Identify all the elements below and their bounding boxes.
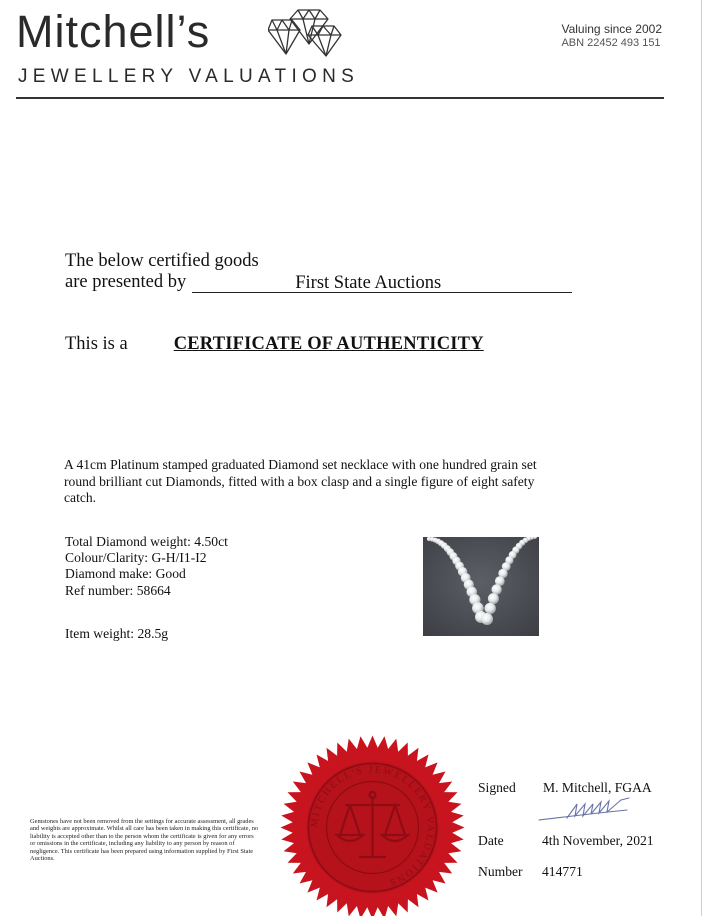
date-value: 4th November, 2021 — [542, 833, 654, 848]
number-label: Number — [478, 864, 523, 879]
handwritten-signature — [537, 796, 661, 826]
diamond-stone — [485, 603, 496, 614]
signed-label: Signed — [478, 780, 516, 795]
diamond-make: Diamond make: Good — [65, 566, 186, 582]
header-divider — [16, 97, 664, 99]
item-description: A 41cm Platinum stamped graduated Diamond set necklace with one hundred grain set round brilliant cut Diamonds, fitted with a box clasp and a single figure of eight safety catch. — [64, 457, 537, 505]
brand-name: Mitchell’s — [16, 6, 211, 57]
total-diamond-weight: Total Diamond weight: 4.50ct — [65, 534, 228, 549]
abn-number: ABN 22452 493 151 — [561, 37, 661, 49]
number-value: 414771 — [542, 864, 583, 879]
diamond-stone — [488, 593, 499, 604]
disclaimer-text: Gemstones have not been removed from the settings for accurate assessment, all grades and weights are approximate. Whilst all care has been taken in making this certificate, no liability is accepted other than to the person whom the certificate is given for any errors or omissions in the certificate, including any liability to any person by reason of negligence. This certificate has been prepared using information supplied by First State Auctions. — [30, 818, 259, 863]
sub-brand: JEWELLERY VALUATIONS — [18, 66, 360, 87]
item-weight: Item weight: 28.5g — [65, 626, 169, 641]
seal-text: MITCHELL'S JEWELLERY VALUATIONS — [309, 764, 436, 889]
presenter-field — [192, 274, 572, 293]
valuing-block — [561, 22, 662, 49]
diamond-icon — [268, 8, 342, 58]
presenter-name: First State Auctions — [295, 273, 442, 293]
necklace-photo — [423, 537, 539, 636]
diamond-stone — [481, 613, 493, 625]
ref-number: Ref number: 58664 — [65, 582, 171, 598]
certificate-title: CERTIFICATE OF AUTHENTICITY — [173, 334, 484, 354]
valuing-since: Valuing since 2002 — [561, 22, 662, 36]
presented-prefix: are presented by — [65, 272, 187, 292]
colour-clarity: Colour/Clarity: G-H/I1-I2 — [65, 550, 207, 566]
signed-value: M. Mitchell, FGAA — [543, 780, 652, 795]
page-edge — [701, 0, 702, 916]
presented-block — [65, 251, 572, 293]
certificate-prefix: This is a — [65, 334, 128, 354]
wax-seal — [280, 735, 465, 916]
presented-line-2 — [65, 272, 572, 293]
presented-line-1: The below certified goods — [65, 251, 259, 271]
date-label: Date — [478, 833, 504, 848]
certificate-heading — [65, 334, 484, 355]
item-details — [65, 534, 228, 599]
